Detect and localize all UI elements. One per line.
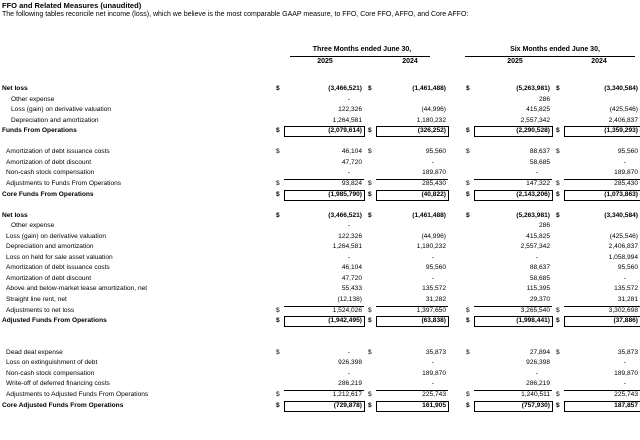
value-cell: (5,263,981) [516,85,550,92]
value-cell: - [431,253,434,261]
document-subtitle: The following tables reconcile net income (loss), which we believe is the most comparable GAAP measure, to FFO, Core FFO, AFFO, and Core AFFO: [2,11,469,18]
row-label: Straight line rent, net [6,296,67,303]
value-cell: 27,894 [529,348,550,356]
value-cell: 122,326 [338,232,362,240]
value-cell: 285,430 [614,179,638,187]
total-box [474,316,553,327]
currency-symbol: $ [276,190,280,198]
currency-symbol: $ [556,390,560,398]
subtotal-rule [376,306,448,307]
year-2025-q: 2025 [317,58,333,65]
total-box [284,190,365,201]
row-label: Depreciation and amortization [6,243,94,251]
value-cell: 58,685 [529,274,550,282]
row-label: Funds From Operations [2,127,77,135]
value-cell: 1,240,511 [521,390,550,398]
value-cell: (1,998,441) [516,317,550,325]
currency-symbol: $ [276,390,280,398]
total-box [474,190,553,201]
currency-symbol: $ [466,401,470,409]
value-cell: (729,878) [333,401,362,409]
value-cell: (1,359,293) [604,127,638,135]
currency-symbol: $ [466,317,470,325]
value-cell: 3,302,698 [608,306,638,314]
row-label: Loss (gain) on derivative valuation [6,232,107,240]
currency-symbol: $ [556,348,560,356]
total-box [474,126,553,137]
total-box [564,401,640,412]
total-box [284,401,365,412]
value-cell: (2,290,528) [516,127,550,135]
value-cell: (12,138) [337,296,362,303]
row-label: Adjustments to net loss [6,306,75,314]
value-cell: 2,406,837 [608,116,638,124]
value-cell: - [431,158,434,166]
value-cell: (63,838) [421,317,446,325]
row-label: Other expense [11,222,55,230]
value-cell: 1,212,617 [332,390,362,398]
value-cell: 1,524,026 [332,306,362,314]
row-label: Non-cash stock compensation [6,369,95,377]
currency-symbol: $ [276,306,280,314]
value-cell: 2,557,342 [520,243,550,251]
row-label: Amortization of debt issuance costs [6,148,110,156]
row-label: Loss (gain) on derivative valuation [11,106,112,114]
value-cell: 1,180,232 [416,243,446,251]
value-cell: 95,560 [425,264,446,272]
value-cell: - [347,253,350,261]
row-label: Loss on held for sale asset valuation [6,253,113,261]
currency-symbol: $ [276,85,280,92]
currency-symbol: $ [368,317,372,325]
table-row [0,315,640,327]
value-cell: 1,180,232 [416,116,446,124]
value-cell: (425,546) [609,232,638,240]
currency-symbol: $ [276,179,280,187]
currency-symbol: $ [368,148,372,156]
value-cell: 926,398 [526,359,550,367]
currency-symbol: $ [556,306,560,314]
currency-symbol: $ [368,179,372,187]
subtotal-rule [564,179,640,180]
value-cell: 189,870 [614,169,638,177]
currency-symbol: $ [466,148,470,156]
currency-symbol: $ [368,211,372,219]
row-label: Loss on extinguishment of debt [6,359,98,367]
row-label: Adjustments to Funds From Operations [6,179,122,187]
value-cell: (1,985,790) [328,190,362,198]
value-cell: (1,073,863) [604,190,638,198]
three-months-rule [290,56,430,57]
value-cell: (1,461,488) [412,85,446,92]
currency-symbol: $ [368,190,372,198]
three-months-header: Three Months ended June 30, [312,46,412,53]
value-cell: 46,104 [341,264,362,272]
value-cell: 46,104 [341,148,362,156]
value-cell: 189,870 [422,369,446,377]
currency-symbol: $ [368,306,372,314]
value-cell: 286 [538,222,550,230]
total-box [474,401,553,412]
value-cell: 55,433 [341,285,362,293]
subtotal-rule [284,179,364,180]
row-label: Other expense [11,95,55,103]
value-cell: 189,870 [614,369,638,377]
row-label: Dead deal expense [6,348,63,356]
value-cell: (44,996) [421,106,446,114]
value-cell: (425,546) [609,106,638,114]
value-cell: 225,743 [422,390,446,398]
value-cell: 285,430 [422,179,446,187]
value-cell: - [347,222,350,230]
row-label: Adjustments to Adjusted Funds From Operations [6,390,149,398]
total-box [376,401,449,412]
value-cell: - [535,369,538,377]
value-cell: 35,873 [617,348,638,356]
total-box [564,126,640,137]
currency-symbol: $ [276,148,280,156]
value-cell: 31,282 [425,296,446,303]
table-row [0,189,640,201]
value-cell: - [347,95,350,103]
value-cell: - [347,348,350,356]
value-cell: 147,322 [526,179,550,187]
currency-symbol: $ [556,317,560,325]
value-cell: - [431,380,434,388]
row-label: Net loss [2,211,28,219]
currency-symbol: $ [466,211,470,219]
value-cell: 95,560 [617,264,638,272]
total-box [564,190,640,201]
value-cell: 225,743 [614,390,638,398]
value-cell: 2,406,837 [608,243,638,251]
subtotal-rule [474,306,552,307]
subtotal-rule [474,179,552,180]
subtotal-rule [376,390,448,391]
value-cell: - [431,274,434,282]
value-cell: 135,572 [614,285,638,293]
value-cell: - [623,380,626,388]
value-cell: (326,252) [417,127,446,135]
currency-symbol: $ [276,211,280,219]
value-cell: - [535,169,538,177]
value-cell: 47,720 [341,274,362,282]
value-cell: 95,560 [425,148,446,156]
year-2024-q: 2024 [402,58,418,65]
value-cell: - [623,359,626,367]
currency-symbol: $ [368,127,372,135]
currency-symbol: $ [276,348,280,356]
year-2025-h: 2025 [507,58,523,65]
subtotal-rule [564,390,640,391]
row-label: Write-off of deferred financing costs [6,380,110,388]
value-cell: 122,326 [338,106,362,114]
value-cell: 93,824 [341,179,362,187]
subtotal-rule [376,179,448,180]
currency-symbol: $ [466,306,470,314]
value-cell: 161,905 [422,401,446,409]
value-cell: - [535,253,538,261]
value-cell: - [347,169,350,177]
value-cell: (3,340,584) [604,211,638,219]
value-cell: 926,398 [338,359,362,367]
row-label: Core Adjusted Funds From Operations [2,401,124,409]
currency-symbol: $ [466,179,470,187]
value-cell: (44,996) [421,232,446,240]
total-box [376,316,449,327]
value-cell: - [431,359,434,367]
value-cell: 95,560 [617,148,638,156]
table-row [0,125,640,137]
value-cell: 115,395 [526,285,550,293]
row-label: Amortization of debt discount [6,158,92,166]
subtotal-rule [564,306,640,307]
value-cell: 1,264,581 [332,243,362,251]
value-cell: (40,822) [421,190,446,198]
currency-symbol: $ [466,390,470,398]
currency-symbol: $ [368,390,372,398]
value-cell: (3,340,584) [604,85,638,92]
value-cell: (2,079,614) [328,127,362,135]
value-cell: 415,825 [526,232,550,240]
currency-symbol: $ [466,127,470,135]
six-months-header: Six Months ended June 30, [510,46,600,53]
value-cell: 29,370 [529,296,550,303]
value-cell: 35,873 [425,348,446,356]
value-cell: (3,466,521) [328,85,362,92]
table-row [0,400,640,412]
row-label: Amortization of debt issuance costs [6,264,110,272]
row-label: Adjusted Funds From Operations [2,317,107,325]
value-cell: 286,219 [526,380,550,388]
value-cell: 31,281 [617,296,638,303]
currency-symbol: $ [368,401,372,409]
value-cell: (1,942,495) [328,317,362,325]
value-cell: 88,637 [529,148,550,156]
value-cell: 88,637 [529,264,550,272]
value-cell: (37,886) [613,317,638,325]
currency-symbol: $ [556,401,560,409]
value-cell: 58,685 [529,158,550,166]
value-cell: 187,857 [614,401,638,409]
value-cell: (1,461,488) [412,211,446,219]
total-box [376,126,449,137]
currency-symbol: $ [276,127,280,135]
currency-symbol: $ [556,127,560,135]
value-cell: 1,058,994 [608,253,638,261]
value-cell: (3,466,521) [328,211,362,219]
value-cell: 135,572 [422,285,446,293]
subtotal-rule [284,306,364,307]
value-cell: 286,219 [338,380,362,388]
subtotal-rule [284,390,364,391]
row-label: Net loss [2,85,28,92]
total-box [284,316,365,327]
value-cell: 415,825 [526,106,550,114]
currency-symbol: $ [556,190,560,198]
row-label: Core Funds From Operations [2,190,94,198]
row-label: Above and below-market lease amortization, net [6,285,148,293]
row-label: Depreciation and amortization [11,116,99,124]
value-cell: 47,720 [341,158,362,166]
total-box [564,316,640,327]
six-months-rule [465,56,635,57]
value-cell: 1,264,581 [332,116,362,124]
currency-symbol: $ [276,317,280,325]
currency-symbol: $ [368,348,372,356]
row-label: Amortization of debt discount [6,274,92,282]
value-cell: 286 [538,95,550,103]
year-2024-h: 2024 [591,58,607,65]
currency-symbol: $ [556,211,560,219]
value-cell: - [347,369,350,377]
total-box [376,190,449,201]
currency-symbol: $ [556,179,560,187]
currency-symbol: $ [466,348,470,356]
value-cell: (2,143,206) [516,190,550,198]
value-cell: 1,397,650 [416,306,446,314]
row-label: Non-cash stock compensation [6,169,95,177]
value-cell: (5,263,981) [516,211,550,219]
subtotal-rule [474,390,552,391]
value-cell: (757,930) [521,401,550,409]
value-cell: 2,557,342 [520,116,550,124]
currency-symbol: $ [556,148,560,156]
value-cell: - [623,274,626,282]
currency-symbol: $ [466,85,470,92]
currency-symbol: $ [368,85,372,92]
value-cell: - [623,158,626,166]
currency-symbol: $ [276,401,280,409]
currency-symbol: $ [466,190,470,198]
value-cell: 189,870 [422,169,446,177]
total-box [284,126,365,137]
currency-symbol: $ [556,85,560,92]
value-cell: 3,265,540 [520,306,550,314]
document-title: FFO and Related Measures (unaudited) [2,1,142,10]
